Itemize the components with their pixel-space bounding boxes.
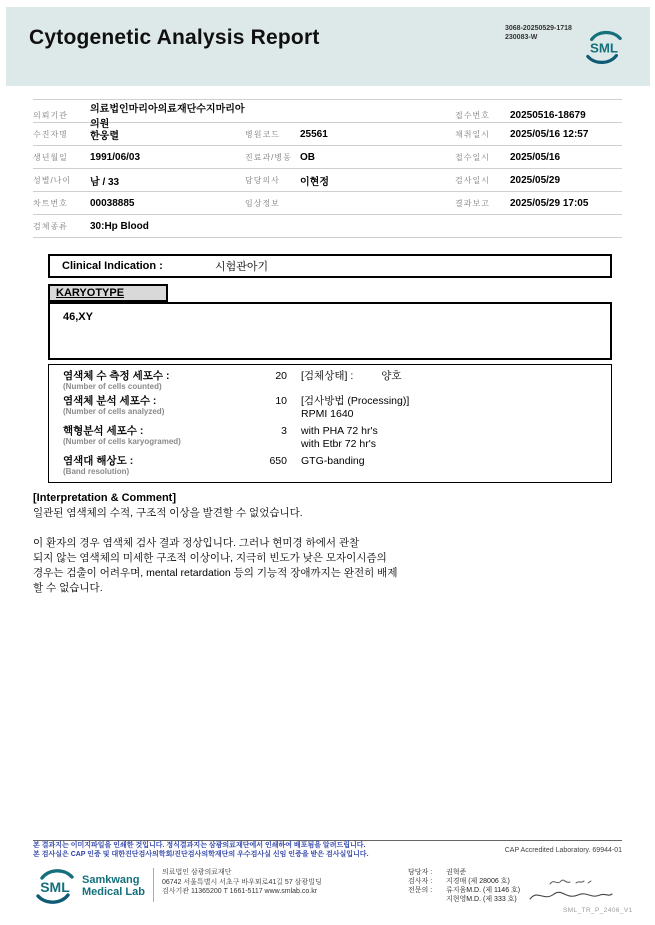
examiner-name: 지경매 (제 28006 호) xyxy=(446,878,510,885)
field-label: 수진자명 xyxy=(33,129,68,139)
field-value: 2025/05/29 xyxy=(510,174,561,186)
field-value: 2025/05/16 12:57 xyxy=(510,128,589,140)
specialist-label: 전문의 : xyxy=(408,887,433,894)
field-label: 의뢰기관 xyxy=(33,110,68,120)
lab-address-block xyxy=(162,866,322,897)
karyotype-result-box xyxy=(48,302,612,360)
count-label-ko: 염색대 해상도 : xyxy=(63,455,134,467)
cap-accreditation-text: CAP Accredited Laboratory. 69944-01 xyxy=(504,847,622,854)
field-value: 20250516-18679 xyxy=(510,109,586,121)
count-label-en: (Number of cells counted) xyxy=(63,382,162,391)
table-row xyxy=(33,146,622,169)
specialist-name-2: 지현영M.D. (제 333 호) xyxy=(446,896,517,903)
field-value: 1991/06/03 xyxy=(90,151,141,163)
interpretation-line: 되지 않는 염색체의 미세한 구조적 이상이나, 지극히 빈도가 낮은 모자이시즘의 xyxy=(33,552,387,564)
count-detail xyxy=(301,455,611,468)
interpretation-line xyxy=(33,521,593,536)
brand-name xyxy=(82,874,145,898)
disclaimer-line-1: 본 결과지는 이미지파일을 인쇄한 것입니다. 정식결과지는 삼광의료재단에서 인쇄하여 배포됨을 알려드립니다. xyxy=(33,842,366,849)
cell-counts-box xyxy=(48,364,612,483)
footer-disclaimers xyxy=(33,842,369,859)
staff-row-specialist-1 xyxy=(408,886,520,895)
count-value: 650 xyxy=(269,455,287,467)
field-label: 진료과/병동 xyxy=(245,152,292,162)
count-label-ko: 염색체 분석 세포수 : xyxy=(63,395,157,407)
field-value: 25561 xyxy=(300,128,328,140)
header-code-2: 230083-W xyxy=(505,33,538,41)
interpretation-line: 경우는 검출이 어려우며, mental retardation 등의 기능적 장애까지는 완전히 배제 xyxy=(33,567,398,579)
count-label xyxy=(63,425,259,446)
footer-vertical-divider xyxy=(153,868,154,902)
specimen-status-label: [검체상태] : xyxy=(301,370,354,382)
field-label: 검체종류 xyxy=(33,221,68,231)
field-label: 검사일시 xyxy=(455,175,490,185)
interpretation-heading: [Interpretation & Comment] xyxy=(33,492,176,504)
patient-info-table xyxy=(33,99,622,238)
manager-name: 권혁준 xyxy=(446,869,467,876)
processing-method-line: RPMI 1640 xyxy=(301,408,354,420)
table-row xyxy=(33,169,622,192)
brand-name-line-1: Samkwang xyxy=(82,874,140,886)
sml-footer-logo-text: SML xyxy=(40,879,70,895)
footer-block xyxy=(33,866,322,906)
banding-method: GTG-banding xyxy=(301,455,365,467)
disclaimer-line-2: 본 검사실은 CAP 인증 및 대한진단검사의학회/진단검사의학재단의 우수검사실 신임 인증을 받은 검사실입니다. xyxy=(33,850,369,858)
field-label: 결과보고 xyxy=(455,198,490,208)
processing-method-line: with PHA 72 hr's xyxy=(301,425,378,437)
field-label: 생년월일 xyxy=(33,152,68,162)
specimen-status-value: 양호 xyxy=(381,370,402,382)
lab-address: 06742 서울특별시 서초구 바우뫼로41길 57 삼광빌딩 xyxy=(162,878,322,886)
count-label xyxy=(63,395,259,416)
signature-scribble xyxy=(528,886,614,904)
field-label: 접수일시 xyxy=(455,152,490,162)
field-value: 한웅렬 xyxy=(90,130,119,142)
count-label xyxy=(63,455,259,476)
count-label-ko: 핵형분석 세포수 : xyxy=(63,425,144,437)
staff-row-specialist-2 xyxy=(408,895,520,904)
examiner-label: 검사자 : xyxy=(408,878,433,885)
document-code: SML_TR_P_2406_V1 xyxy=(563,907,633,914)
processing-method-line: with Etbr 72 hr's xyxy=(301,438,376,450)
manager-label: 담당자 : xyxy=(408,869,433,876)
lab-contact: 검사기관 11365200 T 1661-5117 www.smlab.co.kr xyxy=(162,888,318,895)
count-value: 10 xyxy=(275,395,287,407)
processing-method-label: [검사방법 (Processing)] xyxy=(301,395,410,407)
count-row-cells-karyogramed xyxy=(49,425,611,451)
field-label: 임상정보 xyxy=(245,198,280,208)
header-codes xyxy=(505,25,572,42)
count-row-cells-counted xyxy=(49,370,611,391)
field-label: 병원코드 xyxy=(245,129,280,139)
count-row-band-resolution xyxy=(49,455,611,476)
field-value: 2025/05/29 17:05 xyxy=(510,197,589,209)
interpretation-line: 이 환자의 경우 염색체 검사 결과 정상입니다. 그러나 현미경 하에서 관찰 xyxy=(33,537,360,549)
clinical-indication-value: 시험관아기 xyxy=(215,261,269,273)
count-label-en: (Number of cells karyogramed) xyxy=(63,437,181,446)
count-label-en: (Number of cells analyzed) xyxy=(63,407,165,416)
field-value: 의료법인마리아의료재단수지마리아의원 xyxy=(90,104,245,130)
table-row xyxy=(33,192,622,215)
count-detail xyxy=(301,425,611,451)
field-value: 2025/05/16 xyxy=(510,151,561,163)
specialist-name-1: 류지움M.D. (제 1146 호) xyxy=(446,887,521,894)
field-value: 00038885 xyxy=(90,197,135,209)
footer-divider xyxy=(33,840,622,841)
staff-row-manager xyxy=(408,868,520,877)
lab-org-name: 의료법인 삼광의료재단 xyxy=(162,869,232,876)
count-label-ko: 염색체 수 측정 세포수 : xyxy=(63,370,170,382)
table-row xyxy=(33,123,622,146)
field-value: OB xyxy=(300,151,315,163)
interpretation-section xyxy=(33,492,593,596)
count-label xyxy=(63,370,259,391)
staff-block xyxy=(408,868,520,904)
count-value: 3 xyxy=(281,425,287,437)
table-row xyxy=(33,215,622,238)
brand-name-line-2: Medical Lab xyxy=(82,886,145,898)
footer-brand xyxy=(33,866,151,906)
field-label: 채취일시 xyxy=(455,129,490,139)
count-detail xyxy=(301,395,611,421)
field-label: 접수번호 xyxy=(455,110,490,120)
field-value: 남 / 33 xyxy=(90,176,120,188)
count-label-en: (Band resolution) xyxy=(63,467,130,476)
field-value: 이현정 xyxy=(300,176,329,188)
field-label: 성별/나이 xyxy=(33,175,72,185)
table-row xyxy=(33,100,622,130)
field-label: 담당의사 xyxy=(245,175,280,185)
field-value: 30:Hp Blood xyxy=(90,220,149,232)
page-title: Cytogenetic Analysis Report xyxy=(29,26,320,49)
staff-row-examiner xyxy=(408,877,520,886)
clinical-indication-label: Clinical Indication : xyxy=(62,260,163,272)
field-label: 차트번호 xyxy=(33,198,68,208)
count-row-cells-analyzed xyxy=(49,395,611,421)
karyotype-section-label: KARYOTYPE xyxy=(48,284,168,302)
clinical-indication-box xyxy=(48,254,612,278)
count-detail xyxy=(301,370,611,383)
sml-logo-icon xyxy=(583,28,625,66)
interpretation-line: 할 수 없습니다. xyxy=(33,582,103,594)
header-code-1: 3068-20250529-1718 xyxy=(505,25,572,32)
sml-logo-text: SML xyxy=(589,40,619,56)
karyotype-result: 46,XY xyxy=(63,311,93,323)
interpretation-line: 일관된 염색체의 수적, 구조적 이상을 발견할 수 없었습니다. xyxy=(33,507,303,519)
sml-footer-logo-icon xyxy=(33,866,77,906)
count-value: 20 xyxy=(275,370,287,382)
